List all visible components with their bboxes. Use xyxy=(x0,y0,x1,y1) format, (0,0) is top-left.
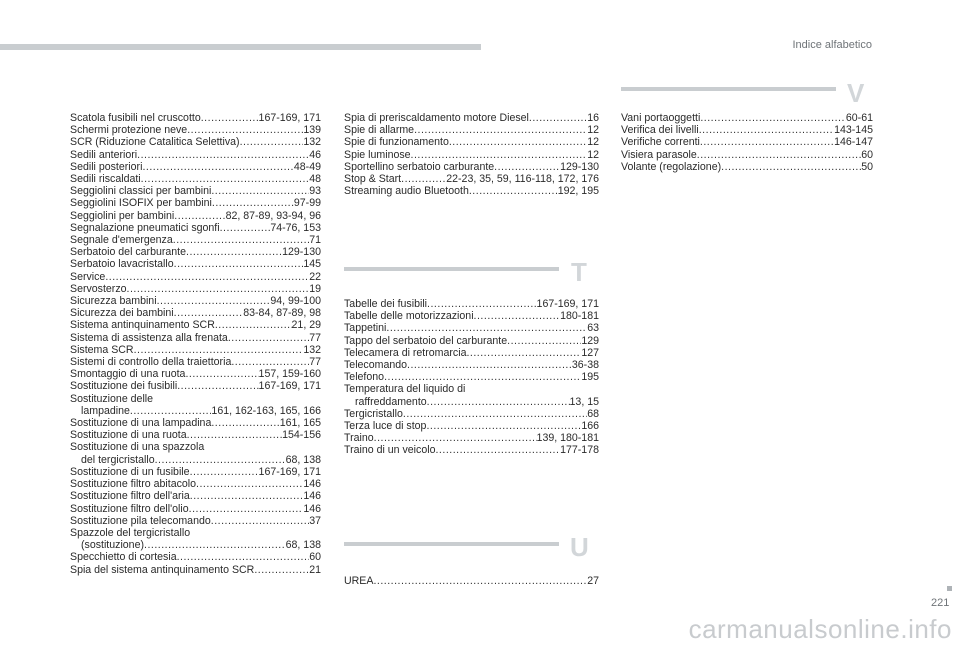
index-entry-term: SCR (Riduzione Catalitica Selettiva) xyxy=(70,136,240,149)
page-number: 221 xyxy=(931,597,950,609)
index-entry xyxy=(621,149,873,161)
dot-leader xyxy=(401,173,446,185)
index-entry-term: Sostituzione pila telecomando xyxy=(70,514,211,527)
index-entry-term: Smontaggio di una ruota xyxy=(70,368,186,381)
index-entry xyxy=(70,271,321,283)
index-entry-pages: 94, 99-100 xyxy=(270,295,321,308)
index-entry xyxy=(344,432,599,444)
index-entry-term: del tergicristallo xyxy=(81,453,155,466)
index-entry xyxy=(70,246,321,258)
index-entry-term: Stop & Start xyxy=(344,173,402,186)
index-entry-term: Streaming audio Bluetooth xyxy=(344,185,469,198)
dot-leader xyxy=(427,298,537,310)
index-entry-term: Sostituzione di una lampadina xyxy=(70,417,212,430)
index-entry-pages: 16 xyxy=(587,112,599,124)
dot-leader xyxy=(211,417,279,429)
index-entry xyxy=(344,322,599,334)
index-entry-pages: 21 xyxy=(309,563,321,576)
index-entry xyxy=(70,356,321,368)
index-entry-term: Spia del sistema antinquinamento SCR xyxy=(70,563,255,576)
index-entry-term: Serbatoio lavacristallo xyxy=(70,258,174,271)
index-entry-term: Traino di un veicolo xyxy=(344,444,436,457)
section-divider-v xyxy=(621,87,836,91)
dot-leader xyxy=(134,344,304,356)
index-entry xyxy=(70,417,321,429)
index-entry-term: Sostituzione di una spazzola xyxy=(70,441,205,454)
index-entry xyxy=(344,420,599,432)
dot-leader xyxy=(411,149,588,161)
index-entry-term: Sostituzione filtro dell'olio xyxy=(70,502,189,515)
dot-leader xyxy=(384,371,581,383)
index-entry-term: Traino xyxy=(344,432,374,445)
index-entry-pages: 63 xyxy=(587,322,599,335)
index-entry-pages: 48 xyxy=(309,173,321,186)
index-entry-pages: 77 xyxy=(309,356,321,369)
index-entry xyxy=(70,344,321,356)
index-entry-term: Seggiolini classici per bambini xyxy=(70,185,212,198)
index-entry xyxy=(70,429,321,441)
dot-leader xyxy=(177,551,310,563)
index-entry-pages: 192, 195 xyxy=(557,185,599,198)
header-bar xyxy=(0,44,481,50)
index-entry xyxy=(70,283,321,295)
index-entry-pages: 71 xyxy=(309,234,321,247)
dot-leader xyxy=(373,575,587,587)
index-entry-pages: 27 xyxy=(587,575,599,587)
index-entry xyxy=(70,454,321,466)
dot-leader xyxy=(201,112,259,124)
index-entry-term: Sostituzione di una ruota xyxy=(70,429,187,442)
index-entry-term: Serbatoio del carburante xyxy=(70,246,187,259)
index-entry xyxy=(344,173,599,185)
index-entry xyxy=(70,551,321,563)
index-entry xyxy=(621,161,873,173)
dot-leader xyxy=(189,503,304,515)
index-entry-term: Telefono xyxy=(344,371,385,384)
dot-leader xyxy=(414,124,587,136)
index-entry-term: Specchietto di cortesia xyxy=(70,551,177,564)
index-entry-term: Tappetini xyxy=(344,322,387,335)
dot-leader xyxy=(374,432,537,444)
index-entry xyxy=(70,149,321,161)
index-entry xyxy=(70,515,321,527)
index-entry xyxy=(70,173,321,185)
index-entry-term: Visiera parasole xyxy=(621,148,697,161)
dot-leader xyxy=(426,420,581,432)
page-marker xyxy=(947,586,952,591)
index-entry xyxy=(70,112,321,124)
index-entry xyxy=(344,371,599,383)
dot-leader xyxy=(407,359,572,371)
dot-leader xyxy=(190,466,259,478)
index-entry-pages: 127 xyxy=(581,346,599,359)
dot-leader xyxy=(254,564,309,576)
index-entry-pages: 132 xyxy=(303,343,321,356)
dot-leader xyxy=(215,319,292,331)
index-entry-term: lampadine xyxy=(81,404,130,417)
index-entry-pages: 37 xyxy=(309,514,321,527)
index-entry xyxy=(70,136,321,148)
index-entry xyxy=(344,136,599,148)
index-entry-pages: 167-169, 171 xyxy=(258,112,321,124)
index-entry xyxy=(70,490,321,502)
dot-leader xyxy=(427,396,570,408)
index-entry-pages: 68, 138 xyxy=(285,539,321,552)
index-entry-pages: 146 xyxy=(303,490,321,503)
index-entry xyxy=(621,124,873,136)
index-entry xyxy=(70,210,321,222)
dot-leader xyxy=(127,283,310,295)
index-entry xyxy=(344,575,599,587)
index-entry-pages: 129 xyxy=(581,334,599,347)
index-entry-term: Sistema di assistenza alla frenata xyxy=(70,331,228,344)
dot-leader xyxy=(231,356,309,368)
dot-leader xyxy=(529,112,587,124)
index-entry-term: Tabelle dei fusibili xyxy=(344,298,428,310)
dot-leader xyxy=(721,161,861,173)
dot-leader xyxy=(155,454,286,466)
index-entry-pages: 22-23, 35, 59, 116-118, 172, 176 xyxy=(446,173,599,186)
index-entry xyxy=(70,441,321,453)
index-entry xyxy=(70,466,321,478)
index-entry-pages: 154-156 xyxy=(282,429,321,442)
index-entry xyxy=(621,112,873,124)
dot-leader xyxy=(173,234,309,246)
dot-leader xyxy=(144,539,286,551)
index-entry-term: Sostituzione filtro abitacolo xyxy=(70,478,197,491)
index-entry-term: Sicurezza bambini xyxy=(70,295,157,308)
dot-leader xyxy=(240,136,304,148)
index-entry-term: Seggiolini ISOFIX per bambini xyxy=(70,197,212,210)
index-entry-pages: 177-178 xyxy=(560,444,599,457)
index-entry xyxy=(70,564,321,576)
index-entry xyxy=(70,185,321,197)
index-entry-term: Sportellino serbatoio carburante xyxy=(344,160,495,173)
dot-leader xyxy=(177,380,258,392)
index-column-s-continued xyxy=(344,112,599,197)
index-entry-pages: 195 xyxy=(581,371,599,384)
index-entry xyxy=(70,332,321,344)
index-entry xyxy=(70,527,321,539)
index-entry-pages: 12 xyxy=(587,148,599,161)
dot-leader xyxy=(157,295,271,307)
index-entry-term: Spia di preriscaldamento motore Diesel xyxy=(344,112,529,124)
dot-leader xyxy=(494,161,560,173)
index-entry-pages: 167-169, 171 xyxy=(258,465,321,478)
dot-leader xyxy=(142,161,293,173)
index-entry xyxy=(621,136,873,148)
index-entry xyxy=(70,539,321,551)
index-entry-pages: 146 xyxy=(303,478,321,491)
index-entry-pages: 167-169, 171 xyxy=(536,298,599,310)
index-entry-term: Verifica dei livelli xyxy=(621,124,699,137)
dot-leader xyxy=(700,136,834,148)
index-entry-term: Sistema antinquinamento SCR xyxy=(70,319,215,332)
index-entry-term: Sostituzione dei fusibili xyxy=(70,380,178,393)
dot-leader xyxy=(449,136,587,148)
index-entry-pages: 82, 87-89, 93-94, 96 xyxy=(225,209,321,222)
index-entry-term: Spazzole del tergicristallo xyxy=(70,526,191,539)
section-letter-v: V xyxy=(847,78,865,108)
index-entry-term: Sedili anteriori xyxy=(70,148,138,161)
dot-leader xyxy=(466,347,581,359)
index-entry xyxy=(70,197,321,209)
index-entry-term: Sostituzione delle xyxy=(70,392,154,405)
index-entry-pages: 167-169, 171 xyxy=(258,380,321,393)
dot-leader xyxy=(474,310,561,322)
index-entry-term: Segnalazione pneumatici sgonfi xyxy=(70,221,220,234)
dot-leader xyxy=(435,444,560,456)
index-entry xyxy=(70,295,321,307)
index-entry-pages: 60 xyxy=(309,551,321,564)
index-entry-term: Tappo del serbatoio del carburante xyxy=(344,334,508,347)
index-entry xyxy=(70,258,321,270)
index-entry-pages: 48-49 xyxy=(293,160,321,173)
index-entry-term: Verifiche correnti xyxy=(621,136,700,149)
dot-leader xyxy=(469,185,558,197)
index-entry-pages: 68, 138 xyxy=(285,453,321,466)
index-entry-term: Schermi protezione neve xyxy=(70,124,188,137)
watermark: carmanualsonline.info xyxy=(688,614,952,644)
index-entry-term: raffreddamento xyxy=(355,395,427,408)
index-entry xyxy=(344,310,599,322)
index-entry-pages: 13, 15 xyxy=(569,395,599,408)
index-entry-pages: 97-99 xyxy=(293,197,321,210)
index-entry xyxy=(70,161,321,173)
index-column-t xyxy=(344,298,599,457)
index-entry-term: Telecamera di retromarcia xyxy=(344,346,467,359)
index-entry-pages: 22 xyxy=(309,270,321,283)
index-entry-term: Sostituzione di un fusibile xyxy=(70,465,190,478)
index-entry-pages: 161, 162-163, 165, 166 xyxy=(211,404,321,417)
index-entry-term: Segnale d'emergenza xyxy=(70,234,173,247)
page-header-title: Indice alfabetico xyxy=(792,39,872,51)
index-entry xyxy=(344,124,599,136)
index-entry-term: Telecomando xyxy=(344,359,408,372)
index-entry-term: Servosterzo xyxy=(70,282,127,295)
index-entry-pages: 146-147 xyxy=(834,136,873,149)
index-column-v xyxy=(621,112,873,173)
index-entry-pages: 68 xyxy=(587,407,599,420)
index-entry xyxy=(70,307,321,319)
index-entry xyxy=(344,444,599,456)
index-entry xyxy=(70,405,321,417)
dot-leader xyxy=(699,124,834,136)
index-entry-pages: 19 xyxy=(309,282,321,295)
index-entry-pages: 129-130 xyxy=(282,246,321,259)
index-entry xyxy=(70,393,321,405)
dot-leader xyxy=(211,515,309,527)
index-entry-pages: 60-61 xyxy=(845,112,873,124)
dot-leader xyxy=(130,405,212,417)
index-column-u xyxy=(344,575,599,587)
index-entry-term: Sicurezza dei bambini xyxy=(70,307,174,320)
dot-leader xyxy=(507,335,581,347)
dot-leader xyxy=(228,332,309,344)
index-entry-pages: 93 xyxy=(309,185,321,198)
index-entry-term: Seggiolini per bambini xyxy=(70,209,175,222)
section-letter-t: T xyxy=(571,257,587,287)
index-entry-pages: 12 xyxy=(587,124,599,137)
index-entry xyxy=(70,319,321,331)
index-entry-term: Tabelle delle motorizzazioni xyxy=(344,310,474,323)
dot-leader xyxy=(137,149,309,161)
index-column-s xyxy=(70,112,321,576)
index-entry xyxy=(344,149,599,161)
dot-leader xyxy=(187,124,303,136)
index-entry-pages: 74-76, 153 xyxy=(270,221,321,234)
index-entry xyxy=(344,298,599,310)
index-entry-pages: 157, 159-160 xyxy=(258,368,321,381)
index-entry xyxy=(344,185,599,197)
index-entry-term: Sistemi di controllo della traiettoria xyxy=(70,356,232,369)
index-entry-term: UREA xyxy=(344,575,374,587)
index-entry-pages: 12 xyxy=(587,136,599,149)
index-entry xyxy=(344,347,599,359)
index-entry-term: Temperatura del liquido di xyxy=(344,383,466,396)
index-entry-pages: 36-38 xyxy=(571,359,599,372)
index-entry xyxy=(344,408,599,420)
index-entry-pages: 46 xyxy=(309,148,321,161)
dot-leader xyxy=(697,149,861,161)
index-entry-term: Sistema SCR xyxy=(70,343,134,356)
section-letter-u: U xyxy=(570,532,589,562)
dot-leader xyxy=(174,307,244,319)
index-entry-pages: 180-181 xyxy=(560,310,599,323)
index-entry-pages: 146 xyxy=(303,502,321,515)
dot-leader xyxy=(190,490,304,502)
index-entry-term: Sostituzione filtro dell'aria xyxy=(70,490,190,503)
dot-leader xyxy=(386,322,587,334)
index-entry-term: Vani portaoggetti xyxy=(621,112,701,124)
index-entry xyxy=(70,368,321,380)
index-entry xyxy=(344,112,599,124)
index-entry-pages: 129-130 xyxy=(560,160,599,173)
index-entry xyxy=(70,503,321,515)
index-entry xyxy=(70,222,321,234)
index-entry-term: Spie luminose xyxy=(344,148,411,161)
index-entry-pages: 21, 29 xyxy=(291,319,321,332)
index-entry-term: Terza luce di stop xyxy=(344,420,427,433)
index-entry-pages: 132 xyxy=(303,136,321,149)
index-entry-pages: 145 xyxy=(303,258,321,271)
index-entry-term: Spie di allarme xyxy=(344,124,415,137)
index-entry-term: Tergicristallo xyxy=(344,407,403,420)
dot-leader xyxy=(105,271,309,283)
index-entry xyxy=(70,234,321,246)
index-entry xyxy=(344,396,599,408)
index-entry xyxy=(344,335,599,347)
index-entry-term: Sedili posteriori xyxy=(70,160,143,173)
index-entry xyxy=(70,478,321,490)
index-entry xyxy=(344,161,599,173)
index-entry-pages: 83-84, 87-89, 98 xyxy=(243,307,321,320)
index-entry-pages: 143-145 xyxy=(834,124,873,137)
index-entry xyxy=(70,380,321,392)
dot-leader xyxy=(187,429,283,441)
index-entry-pages: 139 xyxy=(303,124,321,137)
dot-leader xyxy=(212,197,294,209)
index-entry-term: Volante (regolazione) xyxy=(621,160,722,173)
index-entry-term: Sedili riscaldati xyxy=(70,173,141,186)
index-entry-term: Service xyxy=(70,270,106,283)
dot-leader xyxy=(186,246,282,258)
index-entry xyxy=(344,383,599,395)
dot-leader xyxy=(403,408,587,420)
section-divider-t xyxy=(344,267,559,271)
index-entry-pages: 139, 180-181 xyxy=(536,432,599,445)
index-entry-pages: 77 xyxy=(309,331,321,344)
index-entry-term: (sostituzione) xyxy=(81,539,144,552)
index-entry-pages: 166 xyxy=(581,420,599,433)
dot-leader xyxy=(196,478,303,490)
dot-leader xyxy=(700,112,846,124)
index-entry xyxy=(70,124,321,136)
section-divider-u xyxy=(344,542,559,546)
dot-leader xyxy=(174,210,225,222)
index-entry-term: Spie di funzionamento xyxy=(344,136,449,149)
index-entry-pages: 50 xyxy=(861,160,873,173)
index-entry xyxy=(344,359,599,371)
index-entry-pages: 161, 165 xyxy=(279,417,321,430)
dot-leader xyxy=(174,258,304,270)
dot-leader xyxy=(211,185,309,197)
dot-leader xyxy=(220,222,271,234)
index-entry-pages: 60 xyxy=(861,148,873,161)
index-entry-term: Scatola fusibili nel cruscotto xyxy=(70,112,201,124)
dot-leader xyxy=(185,368,258,380)
dot-leader xyxy=(141,173,310,185)
